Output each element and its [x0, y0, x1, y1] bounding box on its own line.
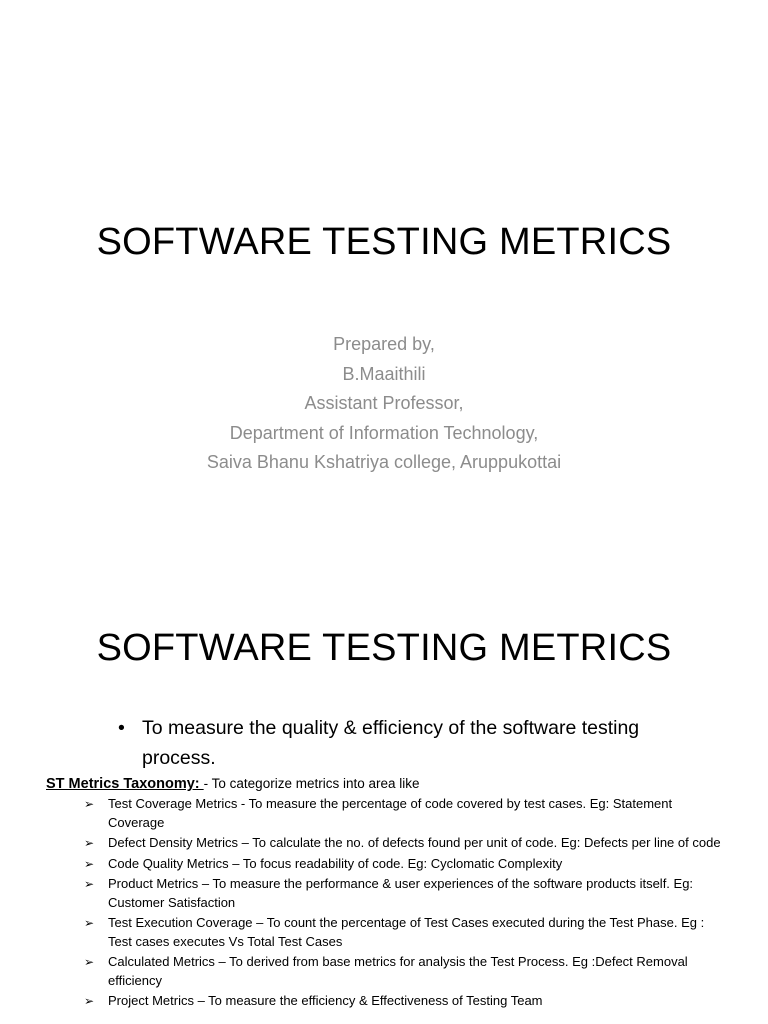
taxonomy-section: [46, 775, 736, 1013]
arrow-bullet-icon: ➢: [84, 797, 95, 811]
taxonomy-intro: - To categorize metrics into area like: [203, 776, 420, 791]
arrow-bullet-icon: ➢: [84, 955, 95, 969]
slide-subtitle: [0, 330, 768, 478]
arrow-bullet-icon: ➢: [84, 836, 95, 850]
arrow-bullet-icon: ➢: [84, 877, 95, 891]
bullet-text: To measure the quality & efficiency of the software testing process.: [142, 717, 640, 769]
list-item-text: Test Execution Coverage – To count the percentage of Test Cases executed during the Test Phase. Eg : Test cases executes Vs Total Test Cases: [108, 915, 705, 949]
list-item-text: Defect Density Metrics – To calculate the no. of defects found per unit of code. Eg: Defects per line of code: [108, 835, 721, 850]
list-item: [46, 914, 726, 951]
list-item-text: Project Metrics – To measure the efficiency & Effectiveness of Testing Team: [108, 993, 543, 1008]
list-item-text: Product Metrics – To measure the performance & user experiences of the software products itself. Eg: Customer Satisfaction: [108, 876, 694, 910]
list-item: [46, 855, 726, 874]
list-item: [46, 992, 726, 1011]
subtitle-designation: Assistant Professor,: [304, 393, 464, 414]
list-item-text: Calculated Metrics – To derived from base metrics for analysis the Test Process. Eg :Defect Removal efficiency: [108, 954, 688, 988]
list-item-text: Test Coverage Metrics - To measure the percentage of code covered by test cases. Eg: Statement Coverage: [108, 796, 673, 830]
bullet-dot-icon: •: [118, 717, 125, 739]
main-bullet: [118, 713, 678, 773]
taxonomy-heading: [46, 775, 736, 793]
arrow-bullet-icon: ➢: [84, 994, 95, 1008]
slide-title: SOFTWARE TESTING METRICS: [96, 627, 672, 669]
list-item: [46, 953, 726, 990]
list-item: [46, 795, 726, 832]
subtitle-department: Department of Information Technology,: [229, 422, 539, 443]
list-item-text: Code Quality Metrics – To focus readability of code. Eg: Cyclomatic Complexity: [108, 855, 563, 871]
content-slide: [0, 560, 768, 1024]
subtitle-author: B.Maaithili: [342, 363, 426, 384]
subtitle-college: Saiva Bhanu Kshatriya college, Aruppukottai: [206, 452, 562, 473]
arrow-bullet-icon: ➢: [84, 856, 95, 871]
taxonomy-list: [46, 795, 736, 1011]
slide-title: SOFTWARE TESTING METRICS: [96, 221, 672, 263]
list-item: [46, 834, 726, 853]
taxonomy-label: ST Metrics Taxonomy:: [46, 776, 204, 792]
arrow-bullet-icon: ➢: [84, 916, 95, 930]
subtitle-prepared-by: Prepared by,: [333, 334, 435, 354]
list-item: [46, 875, 726, 912]
